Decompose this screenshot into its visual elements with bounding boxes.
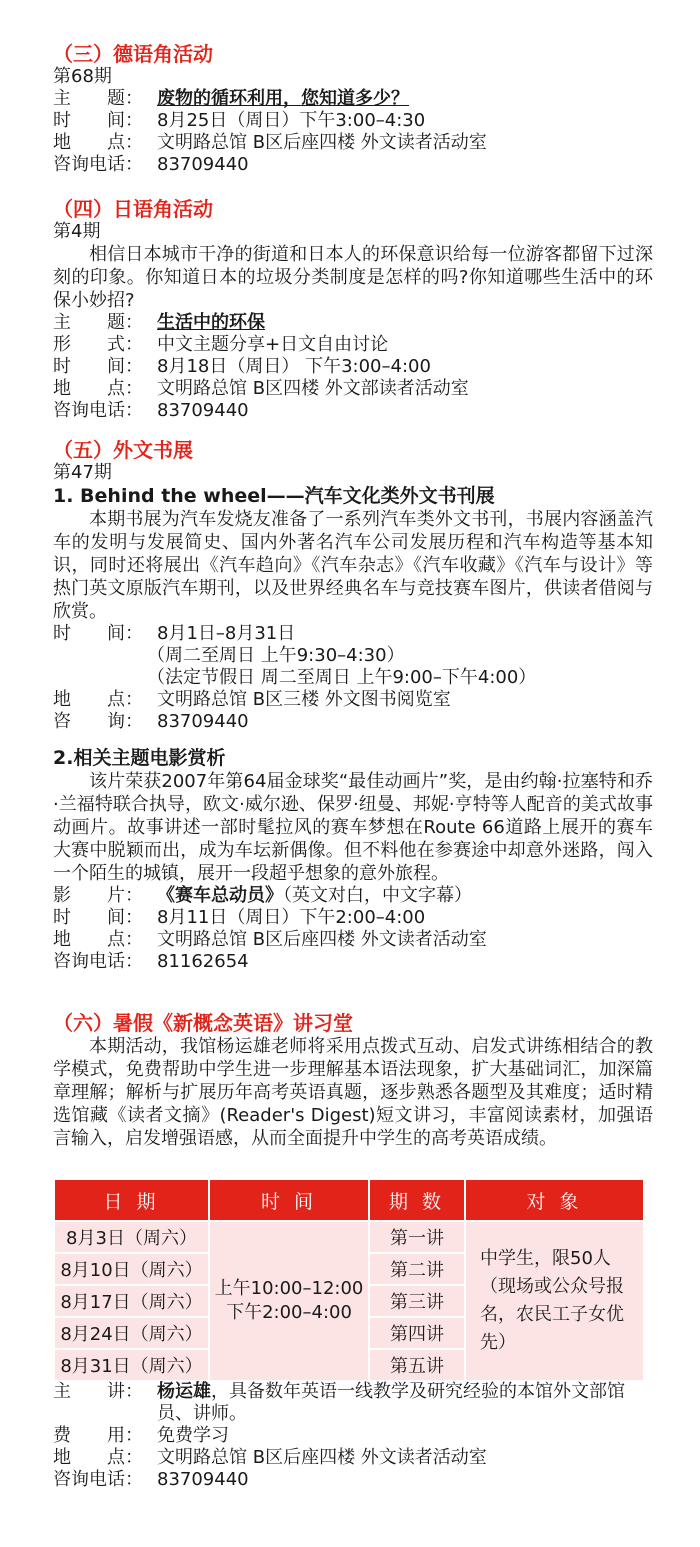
time-value: 8月1日–8月31日 (157, 623, 296, 644)
phone-value: 81162654 (157, 951, 249, 972)
section-book-exhibition (53, 438, 653, 733)
section-heading: （四）日语角活动 (53, 197, 213, 221)
phone-label: 咨询电话： (53, 1469, 143, 1490)
time-value: 8月11日（周日）下午2:00–4:00 (157, 907, 426, 928)
topic-value: 生活中的环保 (157, 312, 265, 333)
time-note-holiday: （法定节假日 周二至周日 上午9:00–下午4:00） (147, 667, 537, 688)
topic-label: 主 题： (53, 88, 143, 109)
header-audience: 对 象 (465, 1179, 644, 1221)
film-title: 《赛车总动员》 (157, 885, 283, 906)
phone-label: 咨询电话： (53, 951, 143, 972)
phone-row (53, 154, 653, 176)
lecturer-desc: ，具备数年英语一线教学及研究经验的本馆外文部馆员、讲师。 (157, 1381, 625, 1424)
time-label: 时 间： (53, 907, 143, 928)
time-label: 时 间： (53, 110, 143, 131)
place-label: 地 点： (53, 1447, 143, 1468)
fee-value: 免费学习 (157, 1425, 229, 1446)
phone-label: 咨询电话： (53, 154, 143, 175)
time-row (53, 623, 653, 645)
place-label: 地 点： (53, 689, 143, 710)
time-value: 8月18日（周日） 下午3:00–4:00 (157, 356, 431, 377)
section-german-corner (53, 42, 653, 176)
table-header-row (54, 1179, 644, 1221)
lecturer-name: 杨运雄 (157, 1381, 211, 1402)
topic-value: 废物的循环利用，您知道多少？ (157, 88, 409, 109)
exhibition-title: 1. Behind the wheel——汽车文化类外文书刊展 (53, 485, 495, 507)
place-label: 地 点： (53, 132, 143, 153)
film-note: （英文对白，中文字幕） (283, 885, 472, 906)
date-cell: 8月10日（周六） (54, 1253, 209, 1285)
film-paragraph: 该片荣获2007年第64届金球奖“最佳动画片”奖，是由约翰·拉塞特和乔·兰福特联合执导，欧文·威尔逊、保罗·纽曼、邦妮·亨特等人配音的美式故事动画片。故事讲述一部时髦拉风的赛车梦想在Route 66道路上展开的赛车大赛中脱颖而出，成为车坛新偶像。但不料他在参赛途中却意外迷路，闯入一个陌生的城镇，展开一段超乎想象的意外旅程。 (53, 771, 653, 884)
date-cell: 8月17日（周六） (54, 1285, 209, 1317)
consult-value: 83709440 (157, 711, 249, 732)
phone-value: 83709440 (157, 154, 249, 175)
session-cell: 第四讲 (369, 1317, 465, 1349)
place-row (53, 689, 653, 711)
place-row (53, 132, 653, 154)
place-row (53, 929, 653, 951)
date-cell: 8月3日（周六） (54, 1221, 209, 1253)
time-label: 时 间： (53, 356, 143, 377)
place-row (53, 378, 653, 400)
time-row (53, 356, 653, 378)
lecturer-label: 主 讲： (53, 1381, 143, 1402)
section-heading: （三）德语角活动 (53, 42, 213, 66)
film-row (53, 885, 653, 907)
session-cell: 第一讲 (369, 1221, 465, 1253)
topic-row (53, 88, 653, 110)
form-value: 中文主题分享+日文自由讨论 (157, 334, 389, 355)
lecturer-text (157, 1381, 653, 1425)
audience-cell: 中学生，限50人（现场或公众号报名，农民工子女优先） (465, 1221, 644, 1381)
place-value: 文明路总馆 B区后座四楼 外文读者活动室 (157, 132, 487, 153)
phone-value: 83709440 (157, 1469, 249, 1490)
lecturer-row (53, 1381, 653, 1425)
section-film-appreciation (53, 746, 653, 973)
time-morning: 上午10:00–12:00 (214, 1278, 364, 1299)
film-label: 影 片： (53, 885, 143, 906)
film-section-title: 2.相关主题电影赏析 (53, 747, 226, 769)
time-value: 8月25日（周日）下午3:00–4:30 (157, 110, 426, 131)
phone-row (53, 1469, 653, 1491)
phone-label: 咨询电话： (53, 400, 143, 421)
section-new-concept-english (53, 1011, 653, 1150)
exhibition-paragraph: 本期书展为汽车发烧友准备了一系列汽车类外文书刊，书展内容涵盖汽车的发明与发展简史、国内外著名汽车公司发展历程和汽车构造等基本知识，同时还将展出《汽车趋向》《汽车杂志》《汽车收藏》《汽车与设计》等热门英文原版汽车期刊，以及世界经典名车与竞技赛车图片，供读者借阅与欣赏。 (53, 509, 653, 622)
issue-number: 第68期 (53, 66, 112, 87)
session-cell: 第二讲 (369, 1253, 465, 1285)
date-cell: 8月24日（周六） (54, 1317, 209, 1349)
issue-number: 第4期 (53, 221, 101, 242)
issue-number: 第47期 (53, 462, 112, 483)
phone-row (53, 400, 653, 422)
phone-value: 83709440 (157, 400, 249, 421)
time-cell (209, 1221, 369, 1381)
place-value: 文明路总馆 B区四楼 外文部读者活动室 (157, 378, 469, 399)
time-row (53, 110, 653, 132)
session-cell: 第三讲 (369, 1285, 465, 1317)
phone-row (53, 951, 653, 973)
topic-label: 主 题： (53, 312, 143, 333)
header-time: 时 间 (209, 1179, 369, 1221)
time-note-weekday: （周二至周日 上午9:30–4:30） (147, 645, 405, 666)
section-heading: （六）暑假《新概念英语》讲习堂 (53, 1011, 353, 1035)
intro-paragraph: 本期活动，我馆杨运雄老师将采用点拨式互动、启发式讲练相结合的教学模式，免费帮助中学生进一步理解基本语法现象，扩大基础词汇，加深篇章理解；解析与扩展历年高考英语真题，逐步熟悉各题型及其难度；适时精选馆藏《读者文摘》(Reader's Digest)短文讲习，丰富阅读素材，加强语言输入，启发增强语感，从而全面提升中学生的高考英语成绩。 (53, 1036, 653, 1149)
consult-row (53, 711, 653, 733)
section-lecture-details (53, 1381, 653, 1491)
place-value: 文明路总馆 B区后座四楼 外文读者活动室 (157, 929, 487, 950)
topic-row (53, 312, 653, 334)
consult-label: 咨 询： (53, 711, 143, 732)
place-row (53, 1447, 653, 1469)
place-label: 地 点： (53, 929, 143, 950)
section-heading: （五）外文书展 (53, 438, 193, 462)
time-label: 时 间： (53, 623, 143, 644)
form-label: 形 式： (53, 334, 143, 355)
table-row (54, 1221, 644, 1253)
session-cell: 第五讲 (369, 1349, 465, 1381)
section-japanese-corner (53, 197, 653, 422)
form-row (53, 334, 653, 356)
fee-row (53, 1425, 653, 1447)
place-value: 文明路总馆 B区三楼 外文图书阅览室 (157, 689, 451, 710)
date-cell: 8月31日（周六） (54, 1349, 209, 1381)
place-value: 文明路总馆 B区后座四楼 外文读者活动室 (157, 1447, 487, 1468)
fee-label: 费 用： (53, 1425, 143, 1446)
header-date: 日 期 (54, 1179, 209, 1221)
time-row (53, 907, 653, 929)
intro-paragraph: 相信日本城市干净的街道和日本人的环保意识给每一位游客都留下过深刻的印象。你知道日本的垃圾分类制度是怎样的吗?你知道哪些生活中的环保小妙招? (53, 244, 653, 311)
time-afternoon: 下午2:00–4:00 (226, 1302, 352, 1323)
place-label: 地 点： (53, 378, 143, 399)
schedule-table (53, 1178, 645, 1382)
header-session: 期 数 (369, 1179, 465, 1221)
